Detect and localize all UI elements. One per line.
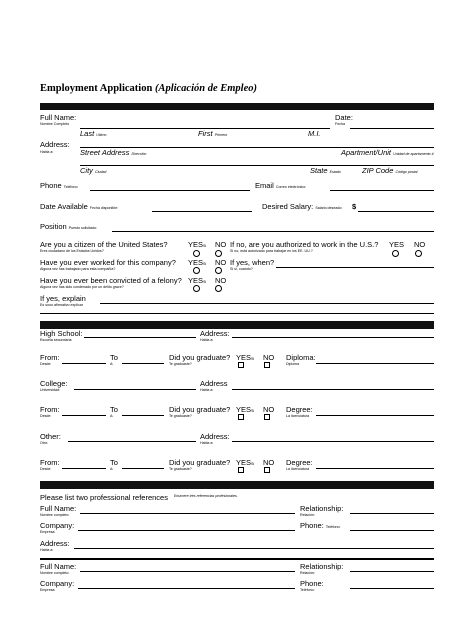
hs-to-field[interactable] [122, 363, 164, 364]
felony-yes-radio[interactable] [193, 285, 200, 292]
apt-label: Apartment/Unit Unidad de apartamento # [341, 148, 434, 157]
hs-address-field[interactable] [232, 337, 434, 338]
ref2-company-label-es: Empresa: [40, 588, 56, 592]
hs-no-checkbox[interactable] [264, 362, 270, 368]
date-label: Date: [335, 113, 353, 122]
ref1-full-name-label: Full Name: [40, 504, 77, 513]
when-label-es: Si sí, cuando? [230, 267, 253, 271]
other-from-label: From: [40, 458, 60, 467]
hs-from-field[interactable] [62, 363, 106, 364]
other-to-label-es: A: [110, 467, 114, 471]
college-from-label-es: Desde: [40, 414, 52, 418]
diploma-field[interactable] [316, 363, 434, 364]
ref1-full-name-label-es: Nombre completo: [40, 513, 70, 517]
other-from-label-es: Desde: [40, 467, 52, 471]
explain-field-line2[interactable] [40, 313, 434, 314]
date-field[interactable] [350, 128, 434, 129]
hs-yes-checkbox[interactable] [238, 362, 244, 368]
high-school-label: High School: [40, 329, 83, 338]
other-degree-field[interactable] [316, 468, 434, 469]
ref2-company-field[interactable] [78, 588, 295, 589]
other-address-label-es: Habla a: [200, 441, 214, 445]
section-bar-education [40, 321, 434, 329]
felony-no-label: NO [215, 276, 227, 285]
other-graduate-label: Did you graduate? [169, 458, 231, 467]
diploma-label-es: Diploma [286, 362, 300, 366]
address-label-es: Habla a: [40, 150, 54, 154]
authorized-yes-radio[interactable] [392, 250, 399, 257]
authorized-no-radio[interactable] [415, 250, 422, 257]
college-no-checkbox[interactable] [264, 414, 270, 420]
hs-address-label-es: Habla a: [200, 338, 214, 342]
first-label: First Primero [198, 129, 228, 138]
college-degree-field[interactable] [316, 415, 434, 416]
ref1-address-field[interactable] [74, 548, 434, 549]
other-address-label: Address: [200, 432, 230, 441]
last-label: Last Ultimo [80, 129, 107, 138]
ref2-relationship-label-es: Relación: [300, 571, 315, 575]
ref1-company-field[interactable] [78, 530, 295, 531]
college-to-label: To [110, 405, 118, 414]
explain-label-es: Es sooo afirmativo explicar [40, 303, 83, 307]
felony-question-es: Alguna vez has sido condenado por un delito grave? [40, 285, 124, 289]
full-name-label: Full Name: [40, 113, 77, 122]
hs-no-label: NO [263, 353, 275, 362]
citizen-question: Are you a citizen of the United States? [40, 240, 168, 249]
when-label: If yes, when? [230, 258, 275, 267]
ref2-full-name-label: Full Name: [40, 562, 77, 571]
hs-yes-label: YESSi [236, 353, 255, 362]
college-address-field[interactable] [232, 389, 434, 390]
worked-question: Have you ever worked for this company? [40, 258, 176, 267]
hs-from-label-es: Desde: [40, 362, 52, 366]
ref2-phone-field[interactable] [350, 588, 434, 589]
address-label: Address: [40, 140, 70, 149]
when-field[interactable] [276, 267, 434, 268]
college-graduate-label-es: Te graduaste? [169, 414, 192, 418]
explain-field[interactable] [100, 303, 434, 304]
other-degree-label-es: La licenciatura [286, 467, 310, 471]
other-no-checkbox[interactable] [264, 467, 270, 473]
authorized-no-label: NO [414, 240, 426, 249]
ref2-relationship-field[interactable] [350, 571, 434, 572]
other-field[interactable] [68, 441, 196, 442]
other-yes-checkbox[interactable] [238, 467, 244, 473]
college-from-field[interactable] [62, 415, 106, 416]
ref1-phone-field[interactable] [350, 530, 434, 531]
phone-field[interactable] [90, 190, 250, 191]
felony-yes-label: YESSi [188, 276, 207, 285]
citizen-no-radio[interactable] [215, 250, 222, 257]
date-label-es: Fecha [335, 122, 345, 126]
date-available-label: Date Available Fecha disponible: [40, 202, 119, 211]
college-degree-label: Degree: [286, 405, 313, 414]
citizen-no-label: NO [215, 240, 227, 249]
email-field[interactable] [330, 190, 434, 191]
street-label: Street Address Dirección [80, 148, 147, 157]
college-from-label: From: [40, 405, 60, 414]
hs-address-label: Address: [200, 329, 230, 338]
other-to-label: To [110, 458, 118, 467]
reference-divider [40, 558, 434, 560]
worked-yes-radio[interactable] [193, 267, 200, 274]
college-to-label-es: A: [110, 414, 114, 418]
other-from-field[interactable] [62, 468, 106, 469]
desired-salary-field[interactable] [358, 211, 434, 212]
ref2-company-label: Company: [40, 579, 75, 588]
authorized-question: If no, are you authorized to work in the U.S.? [230, 240, 379, 249]
desired-salary-label: Desired Salary: Salario deseado: [262, 202, 343, 211]
worked-question-es: Alguna vez has trabajado para esta compañía? [40, 267, 116, 271]
felony-no-radio[interactable] [215, 285, 222, 292]
ref2-relationship-label: Relationship: [300, 562, 344, 571]
citizen-yes-radio[interactable] [193, 250, 200, 257]
college-label: College: [40, 379, 68, 388]
ref1-company-label-es: Empresa: [40, 530, 56, 534]
citizen-yes-label: YESSi [188, 240, 207, 249]
page-title [40, 83, 257, 94]
other-label-es: Otro: [40, 441, 48, 445]
college-field[interactable] [74, 389, 196, 390]
date-available-field[interactable] [152, 211, 252, 212]
dollar-sign: $ [352, 202, 357, 211]
explain-label: If yes, explain [40, 294, 86, 303]
college-graduate-label: Did you graduate? [169, 405, 231, 414]
position-label: Position Puesto solicitado: [40, 222, 97, 231]
ref1-phone-label: Phone: Teléfono: [300, 521, 341, 530]
authorized-question-es: Si no, está autorizado para trabajar en los EE. UU.? [230, 249, 313, 253]
ref1-address-label-es: Habla a: [40, 548, 54, 552]
ref1-relationship-label-es: Relación: [300, 513, 315, 517]
other-to-field[interactable] [122, 468, 164, 469]
diploma-label: Diploma: [286, 353, 316, 362]
position-field[interactable] [112, 231, 434, 232]
references-heading-es: Enumere tres referencias profesionales. [174, 494, 238, 498]
ref1-address-label: Address: [40, 539, 70, 548]
college-address-label-es: Habla a: [200, 388, 214, 392]
college-yes-checkbox[interactable] [238, 414, 244, 420]
state-label: State Estado [310, 166, 341, 175]
authorized-yes-label: YES [389, 240, 405, 249]
college-yes-label: YESSi [236, 405, 255, 414]
ref1-full-name-field[interactable] [80, 513, 295, 514]
hs-graduate-label-es: Te graduaste? [169, 362, 192, 366]
phone-label: Phone Teléfono: [40, 181, 79, 190]
other-label: Other: [40, 432, 61, 441]
ref1-company-label: Company: [40, 521, 75, 530]
references-heading: Please list two professional references [40, 493, 168, 502]
ref1-relationship-field[interactable] [350, 513, 434, 514]
college-no-label: NO [263, 405, 275, 414]
section-bar-applicant [40, 103, 434, 110]
email-label: Email Correo electrónico: [255, 181, 307, 190]
section-bar-references [40, 481, 434, 489]
other-graduate-label-es: Te graduaste? [169, 467, 192, 471]
title-es: (Aplicación de Empleo) [154, 83, 258, 94]
college-address-label: Address [200, 379, 228, 388]
college-degree-label-es: La licenciatura [286, 414, 310, 418]
college-to-field[interactable] [122, 415, 164, 416]
title-en: Employment Application [40, 83, 153, 94]
citizen-question-es: Eres ciudadano de los Estados Unidos? [40, 249, 104, 253]
ref2-phone-label: Phone: [300, 579, 324, 588]
mi-label: M.I. [308, 129, 321, 138]
high-school-label-es: Escuela secundaria: [40, 338, 73, 342]
other-yes-label: YESSi [236, 458, 255, 467]
felony-question: Have you ever been convicted of a felony? [40, 276, 182, 285]
full-name-label-es: Nombre Completo [40, 122, 70, 126]
hs-to-label-es: A: [110, 362, 114, 366]
worked-no-label: NO [215, 258, 227, 267]
ref2-phone-label-es: Teléfono: [300, 588, 315, 592]
worked-yes-label: YESSi [188, 258, 207, 267]
worked-no-radio[interactable] [215, 267, 222, 274]
hs-graduate-label: Did you graduate? [169, 353, 231, 362]
ref2-full-name-field[interactable] [80, 571, 295, 572]
city-label: City Ciudad [80, 166, 107, 175]
hs-from-label: From: [40, 353, 60, 362]
ref2-full-name-label-es: Nombre completo: [40, 571, 70, 575]
college-label-es: Universidad: [40, 388, 60, 392]
other-degree-label: Degree: [286, 458, 313, 467]
ref1-relationship-label: Relationship: [300, 504, 344, 513]
other-no-label: NO [263, 458, 275, 467]
high-school-field[interactable] [84, 337, 196, 338]
other-address-field[interactable] [232, 441, 434, 442]
zip-label: ZIP Code Código postal [362, 166, 418, 175]
hs-to-label: To [110, 353, 118, 362]
